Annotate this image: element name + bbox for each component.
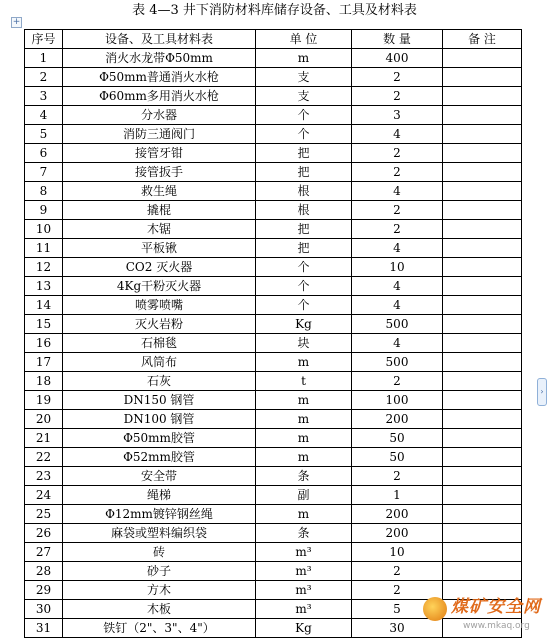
- cell-qty: 4: [352, 277, 443, 296]
- table-row: [25, 524, 522, 543]
- cell-no: 14: [25, 296, 63, 315]
- cell-unit: 块: [256, 334, 352, 353]
- cell-no: 15: [25, 315, 63, 334]
- cell-unit: 条: [256, 524, 352, 543]
- cell-unit: m³: [256, 581, 352, 600]
- cell-qty: 200: [352, 505, 443, 524]
- cell-note: [443, 106, 522, 125]
- cell-qty: 2: [352, 163, 443, 182]
- table-row: [25, 220, 522, 239]
- table-row: [25, 334, 522, 353]
- cell-unit: m: [256, 429, 352, 448]
- cell-note: [443, 49, 522, 68]
- cell-note: [443, 258, 522, 277]
- cell-qty: 3: [352, 106, 443, 125]
- cell-note: [443, 277, 522, 296]
- table-row: [25, 87, 522, 106]
- cell-unit: m: [256, 448, 352, 467]
- cell-qty: 500: [352, 315, 443, 334]
- table-row: [25, 505, 522, 524]
- table-row: [25, 448, 522, 467]
- cell-unit: 个: [256, 277, 352, 296]
- cell-name: 4Kg干粉灭火器: [63, 277, 256, 296]
- header-no: 序号: [25, 30, 63, 49]
- cell-name: 砂子: [63, 562, 256, 581]
- cell-qty: 1: [352, 486, 443, 505]
- cell-qty: 10: [352, 258, 443, 277]
- cell-no: 11: [25, 239, 63, 258]
- cell-name: DN150 钢管: [63, 391, 256, 410]
- cell-unit: m: [256, 391, 352, 410]
- cell-note: [443, 334, 522, 353]
- header-note: 备 注: [443, 30, 522, 49]
- cell-note: [443, 68, 522, 87]
- table-row: [25, 277, 522, 296]
- cell-name: 铁钉（2"、3"、4"）: [63, 619, 256, 638]
- cell-no: 4: [25, 106, 63, 125]
- cell-unit: m: [256, 49, 352, 68]
- cell-no: 16: [25, 334, 63, 353]
- cell-name: Φ60mm多用消火水枪: [63, 87, 256, 106]
- cell-note: [443, 201, 522, 220]
- cell-qty: 50: [352, 448, 443, 467]
- cell-no: 19: [25, 391, 63, 410]
- cell-no: 17: [25, 353, 63, 372]
- cell-name: 风筒布: [63, 353, 256, 372]
- cell-no: 27: [25, 543, 63, 562]
- cell-note: [443, 182, 522, 201]
- cell-name: 撬棍: [63, 201, 256, 220]
- cell-unit: Kg: [256, 315, 352, 334]
- cell-note: [443, 505, 522, 524]
- cell-note: [443, 87, 522, 106]
- cell-no: 8: [25, 182, 63, 201]
- cell-no: 9: [25, 201, 63, 220]
- side-expand-icon[interactable]: ›: [537, 378, 547, 406]
- cell-unit: 把: [256, 163, 352, 182]
- watermark-text: 煤矿安全网: [451, 597, 541, 617]
- page-title: 表 4—3 井下消防材料库储存设备、工具及材料表: [132, 3, 417, 18]
- cell-name: 平板锹: [63, 239, 256, 258]
- table-row: [25, 258, 522, 277]
- table-body: [25, 49, 522, 638]
- cell-note: [443, 163, 522, 182]
- cell-unit: 副: [256, 486, 352, 505]
- cell-name: 绳梯: [63, 486, 256, 505]
- table-row: [25, 429, 522, 448]
- cell-unit: m³: [256, 562, 352, 581]
- cell-no: 3: [25, 87, 63, 106]
- cell-note: [443, 410, 522, 429]
- table-header-row: [25, 30, 522, 49]
- table-row: [25, 125, 522, 144]
- table-row: [25, 49, 522, 68]
- cell-name: Φ50mm普通消火水枪: [63, 68, 256, 87]
- cell-qty: 2: [352, 201, 443, 220]
- cell-qty: 4: [352, 296, 443, 315]
- cell-qty: 200: [352, 410, 443, 429]
- cell-no: 18: [25, 372, 63, 391]
- cell-note: [443, 220, 522, 239]
- cell-qty: 400: [352, 49, 443, 68]
- table-row: [25, 296, 522, 315]
- cell-no: 5: [25, 125, 63, 144]
- cell-no: 20: [25, 410, 63, 429]
- header-name: 设备、及工具材料表: [63, 30, 256, 49]
- cell-qty: 100: [352, 391, 443, 410]
- table-row: [25, 353, 522, 372]
- cell-unit: 个: [256, 125, 352, 144]
- cell-unit: t: [256, 372, 352, 391]
- cell-name: 灭火岩粉: [63, 315, 256, 334]
- cell-note: [443, 125, 522, 144]
- table-row: [25, 410, 522, 429]
- cell-name: DN100 钢管: [63, 410, 256, 429]
- table-row: [25, 239, 522, 258]
- cell-unit: 支: [256, 68, 352, 87]
- header-qty: 数 量: [352, 30, 443, 49]
- cell-unit: 根: [256, 182, 352, 201]
- cell-name: 石棉毯: [63, 334, 256, 353]
- table-row: [25, 543, 522, 562]
- cell-qty: 2: [352, 467, 443, 486]
- cell-name: 木锯: [63, 220, 256, 239]
- cell-no: 6: [25, 144, 63, 163]
- table-row: [25, 163, 522, 182]
- cell-unit: 根: [256, 201, 352, 220]
- cell-unit: m: [256, 410, 352, 429]
- header-unit: 单 位: [256, 30, 352, 49]
- cell-note: [443, 391, 522, 410]
- table-row: [25, 486, 522, 505]
- cell-unit: Kg: [256, 619, 352, 638]
- cell-no: 25: [25, 505, 63, 524]
- cell-qty: 30: [352, 619, 443, 638]
- cell-qty: 2: [352, 562, 443, 581]
- cell-name: 石灰: [63, 372, 256, 391]
- cell-note: [443, 296, 522, 315]
- cell-qty: 2: [352, 372, 443, 391]
- cell-name: 接管牙钳: [63, 144, 256, 163]
- cell-name: 砖: [63, 543, 256, 562]
- cell-name: 消防三通阀门: [63, 125, 256, 144]
- table-row: [25, 372, 522, 391]
- cell-no: 24: [25, 486, 63, 505]
- cell-unit: 个: [256, 258, 352, 277]
- table-row: [25, 144, 522, 163]
- cell-no: 12: [25, 258, 63, 277]
- cell-name: 麻袋或塑料编织袋: [63, 524, 256, 543]
- cell-note: [443, 239, 522, 258]
- materials-table: [24, 29, 522, 638]
- cell-qty: 50: [352, 429, 443, 448]
- cell-note: [443, 486, 522, 505]
- cell-note: [443, 353, 522, 372]
- cell-name: 救生绳: [63, 182, 256, 201]
- cell-qty: 200: [352, 524, 443, 543]
- cell-no: 31: [25, 619, 63, 638]
- cell-note: [443, 315, 522, 334]
- cell-no: 26: [25, 524, 63, 543]
- cell-name: Φ50mm胶管: [63, 429, 256, 448]
- cell-unit: 把: [256, 239, 352, 258]
- table-row: [25, 315, 522, 334]
- cell-qty: 4: [352, 182, 443, 201]
- cell-no: 22: [25, 448, 63, 467]
- cell-no: 13: [25, 277, 63, 296]
- cell-unit: 把: [256, 144, 352, 163]
- cell-note: [443, 448, 522, 467]
- cell-no: 23: [25, 467, 63, 486]
- table-row: [25, 106, 522, 125]
- cell-qty: 4: [352, 239, 443, 258]
- cell-unit: 个: [256, 296, 352, 315]
- cell-no: 28: [25, 562, 63, 581]
- table-row: [25, 467, 522, 486]
- cell-name: Φ12mm镀锌钢丝绳: [63, 505, 256, 524]
- cell-qty: 2: [352, 87, 443, 106]
- cell-no: 29: [25, 581, 63, 600]
- cell-name: 分水器: [63, 106, 256, 125]
- cell-unit: m: [256, 353, 352, 372]
- cell-qty: 2: [352, 220, 443, 239]
- cell-name: 安全带: [63, 467, 256, 486]
- watermark-logo-icon: [423, 597, 447, 621]
- cell-note: [443, 429, 522, 448]
- cell-unit: 条: [256, 467, 352, 486]
- cell-no: 2: [25, 68, 63, 87]
- cell-no: 21: [25, 429, 63, 448]
- cell-qty: 4: [352, 125, 443, 144]
- cell-no: 1: [25, 49, 63, 68]
- cell-no: 7: [25, 163, 63, 182]
- table-row: [25, 201, 522, 220]
- table-move-handle-icon[interactable]: +: [12, 17, 21, 27]
- cell-qty: 2: [352, 144, 443, 163]
- table-row: [25, 182, 522, 201]
- cell-name: 消火水龙带Φ50mm: [63, 49, 256, 68]
- table-row: [25, 562, 522, 581]
- cell-qty: 2: [352, 581, 443, 600]
- cell-qty: 10: [352, 543, 443, 562]
- cell-name: CO2 灭火器: [63, 258, 256, 277]
- cell-qty: 4: [352, 334, 443, 353]
- cell-qty: 5: [352, 600, 443, 619]
- cell-unit: m³: [256, 600, 352, 619]
- watermark: [423, 595, 543, 635]
- cell-unit: m: [256, 505, 352, 524]
- cell-name: Φ52mm胶管: [63, 448, 256, 467]
- table-row: [25, 391, 522, 410]
- cell-unit: 支: [256, 87, 352, 106]
- cell-unit: 个: [256, 106, 352, 125]
- cell-unit: m³: [256, 543, 352, 562]
- cell-name: 接管扳手: [63, 163, 256, 182]
- cell-qty: 2: [352, 68, 443, 87]
- cell-note: [443, 562, 522, 581]
- cell-no: 10: [25, 220, 63, 239]
- cell-name: 喷雾喷嘴: [63, 296, 256, 315]
- watermark-url: www.mkaq.org: [463, 621, 530, 631]
- cell-note: [443, 144, 522, 163]
- cell-name: 木板: [63, 600, 256, 619]
- cell-no: 30: [25, 600, 63, 619]
- table-row: [25, 68, 522, 87]
- cell-name: 方木: [63, 581, 256, 600]
- cell-note: [443, 524, 522, 543]
- cell-qty: 500: [352, 353, 443, 372]
- cell-note: [443, 543, 522, 562]
- cell-note: [443, 467, 522, 486]
- cell-note: [443, 372, 522, 391]
- cell-unit: 把: [256, 220, 352, 239]
